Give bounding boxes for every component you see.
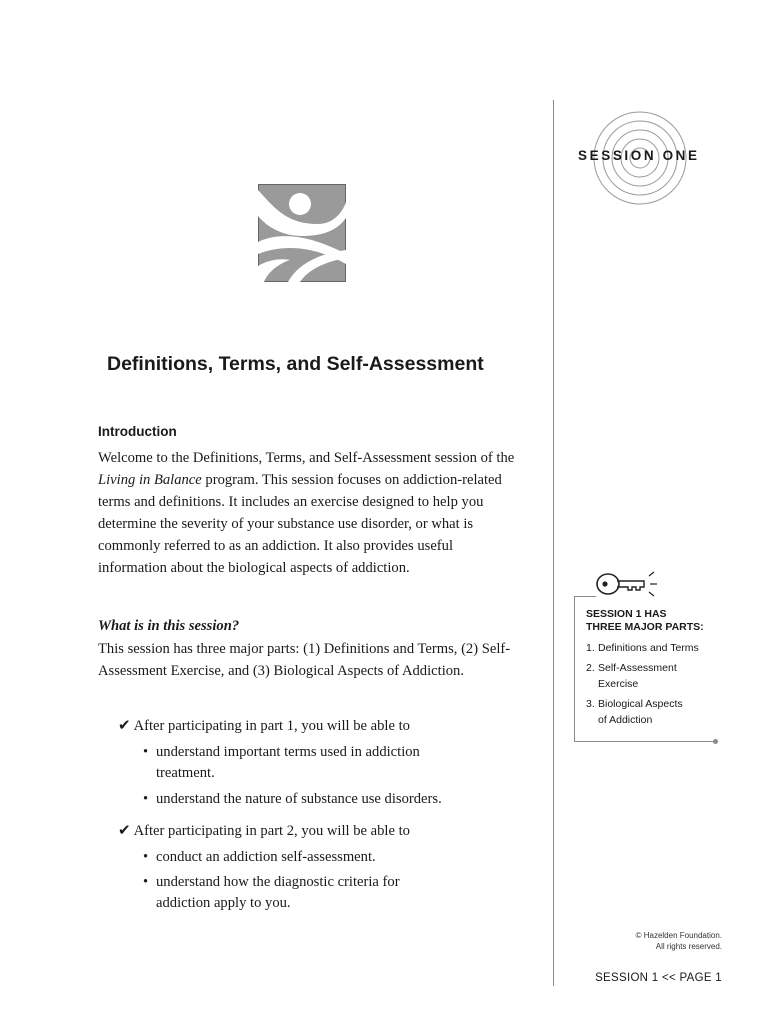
session-parts-paragraph: This session has three major parts: (1) Definitions and Terms, (2) Self-Assessment Exercise, and (3) Biological Aspects of Addiction. — [98, 641, 511, 679]
copyright-notice: © Hazelden Foundation. All rights reserved. — [635, 931, 722, 951]
program-logo — [258, 184, 346, 282]
list-item: 2. Self-Assessment Exercise — [586, 662, 677, 690]
checkmark-icon: ✔ — [118, 823, 131, 839]
list-item: • understand how the diagnostic criteria for addiction apply to you. — [143, 874, 400, 911]
sidebar-box-bottom-rule — [574, 741, 716, 742]
list-item: 1. Definitions and Terms — [586, 642, 699, 654]
list-item: • understand the nature of substance use disorders. — [143, 791, 442, 807]
page-footer: SESSION 1 << PAGE 1 — [595, 972, 722, 984]
introduction-paragraph: Welcome to the Definitions, Terms, and Self-Assessment session of the Living in Balance program. This session focuses on addiction-related terms and definitions. It includes an exercise designed to help you determine the severity of your substance use disorder, or what is commonly referred to as an addiction. It also provides useful information about the biological aspects of addiction. — [98, 450, 515, 576]
outcome-part1: ✔ After participating in part 1, you will be able to — [118, 718, 410, 734]
key-icon — [594, 570, 660, 600]
margin-divider — [553, 100, 554, 986]
list-item: • conduct an addiction self-assessment. — [143, 849, 376, 865]
list-item: • understand important terms used in addiction treatment. — [143, 744, 420, 781]
sidebar-box-left-rule — [574, 596, 575, 742]
page-title: Definitions, Terms, and Self-Assessment — [107, 353, 484, 375]
sidebar-box-dot — [713, 739, 718, 744]
session-label: SESSION ONE — [578, 148, 700, 163]
introduction-heading: Introduction — [98, 424, 177, 439]
checkmark-icon: ✔ — [118, 718, 131, 734]
sidebar-parts-list — [586, 640, 716, 732]
session-contents-heading: What is in this session? — [98, 618, 240, 634]
outcome-part2: ✔ After participating in part 2, you will be able to — [118, 823, 410, 839]
sidebar-heading: SESSION 1 HAS THREE MAJOR PARTS: — [586, 608, 704, 633]
sidebar-box-top-rule — [574, 596, 596, 597]
list-item: 3. Biological Aspects of Addiction — [586, 698, 683, 726]
